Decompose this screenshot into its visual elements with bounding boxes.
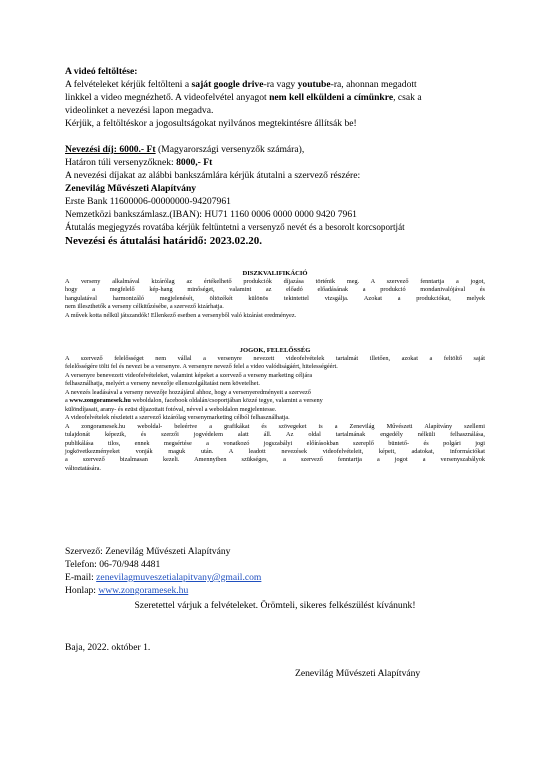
video-line-2: linkkel a video megnézhető. A videofelvétel anyagot nem kell elküldeni a címünkre, csak a: [65, 92, 422, 103]
video-line-4: Kérjük, a feltöltéskor a jogosultságokat nyilvános megtekintésre állítsák be!: [65, 118, 357, 129]
fee-deadline: Nevezési és átutalási határidő: 2023.02.20.: [65, 235, 263, 247]
document-date: Baja, 2022. október 1.: [65, 642, 151, 653]
website-link[interactable]: www.zongoramesek.hu: [98, 585, 189, 596]
fee-org: Zenevilág Művészeti Alapítvány: [65, 183, 197, 194]
fee-line-1: Nevezési díj: 6000.- Ft (Magyarországi versenyzők számára),: [65, 144, 305, 155]
video-line-3: videolinket a nevezési lapon megadva.: [65, 105, 214, 116]
rights-text: A szervező felelősséget nem vállal a versenyre nevezett videofelvételek tartalmát illetően, azokat a feltöltő saját felelősségére tölti fel és nevezi be a versenyre. A versenyre nevező felel a video valódiságáért, hitelességéért. A versenyre benevezett videofelvételeket, valamint képeket a szervező a verseny marketing céljára felhasználhatja, melyért a verseny nevezője ellenszolgáltatást nem követelhet. A nevezés leadásával a verseny nevezője hozzájárul ahhoz, hogy a versenyeredményeit a szervező a www.zongoramesek.hu weboldalon, facebook oldalán/csoportjában közzé tegye, valamint a verseny különdíjasait, arany- és ezüst díjazottait fotóval, névvel a weboldalon megjelentesse. A videofelvételek részleteit a szervező kizárólag versenymarketing célból felhasználhatja. A zongoramesek.hu weboldal- beleértve a grafikákat és szövegeket is a Zenevilág Művészeti Alapítvány szellemi tulajdonát képezik, és szerzői jogvédelem alatt áll. Az oldal tartalmának engedély nélküli felhasználása, publikálása tilos, ennek megsértése a vonatkozó jogszabályi előírásokban szereplő büntető- és polgári jogi jogkövetkezményeket vonják maguk után. A leadott nevezések videofelvételeit, képeit, adatokat, információkat a szervező bizalmasan kezeli. Amennyiben szükséges, a szervező fenntartja a jogot a versenyszabályok változtatására.: [65, 355, 485, 472]
fee-section: [65, 143, 485, 248]
fee-iban: Nemzetközi bankszámlasz.(IBAN): HU71 1160 0006 0000 0000 9420 7961: [65, 209, 357, 220]
fee-bank: Erste Bank 11600006-00000000-94207961: [65, 196, 231, 207]
signature: Zenevilág Művészeti Alapítvány: [295, 668, 421, 679]
contact-phone: Telefon: 06-70/948 4481: [65, 559, 161, 570]
video-line-1: A felvételeket kérjük feltölteni a saját google drive-ra vagy youtube-ra, ahonnan megadott: [65, 79, 417, 90]
fee-line-2: Határon túli versenyzőknek: 8000,- Ft: [65, 157, 213, 168]
disqualification-title: DISZKVALIFIKÁCIÓ: [242, 270, 308, 277]
rights-title: JOGOK, FELELŐSSÉG: [239, 347, 311, 354]
fee-line-3: A nevezési díjakat az alábbi bankszámlára kérjük átutalni a szervező részére:: [65, 170, 361, 181]
video-upload-section: [65, 65, 485, 130]
contact-organizer: Szervező: Zenevilág Művészeti Alapítvány: [65, 546, 231, 557]
contact-email-line: E-mail: zenevilagmuveszetialapitvany@gmail.com: [65, 572, 262, 583]
disqualification-text: A verseny alkalmával kizárólag az értékelhető produkciók díjazása történik meg. A szervező fenntartja a jogot, hogy a megfelelő kép-hang minőséget, valamint az előadó előadásának a produkció mondanivalójával és hangulatával harmonizáló megjelenését, öltözékét különös tekintettel vizsgálja. Azokat a produkciókat, melyek nem illeszthetők a verseny célkitűzésébe, a szervező kizárhatja. A művek kotta nélkül játszandók! Ellenkező esetben a versenyből való kizárást eredményez.: [65, 278, 485, 319]
email-link[interactable]: zenevilagmuveszetialapitvany@gmail.com: [96, 572, 262, 583]
rights-section: [65, 346, 485, 473]
closing-message: Szeretettel várjuk a felvételeket. Örömteli, sikeres felkészülést kívánunk!: [134, 600, 416, 611]
contact-web-line: Honlap: www.zongoramesek.hu: [65, 585, 189, 596]
fee-note: Átutalás megjegyzés rovatába kérjük feltüntetni a versenyző nevét és a besorolt korcsoportját: [65, 222, 405, 232]
disqualification-section: [65, 269, 485, 320]
video-heading: A videó feltöltése:: [65, 66, 138, 77]
contact-section: [65, 545, 485, 597]
